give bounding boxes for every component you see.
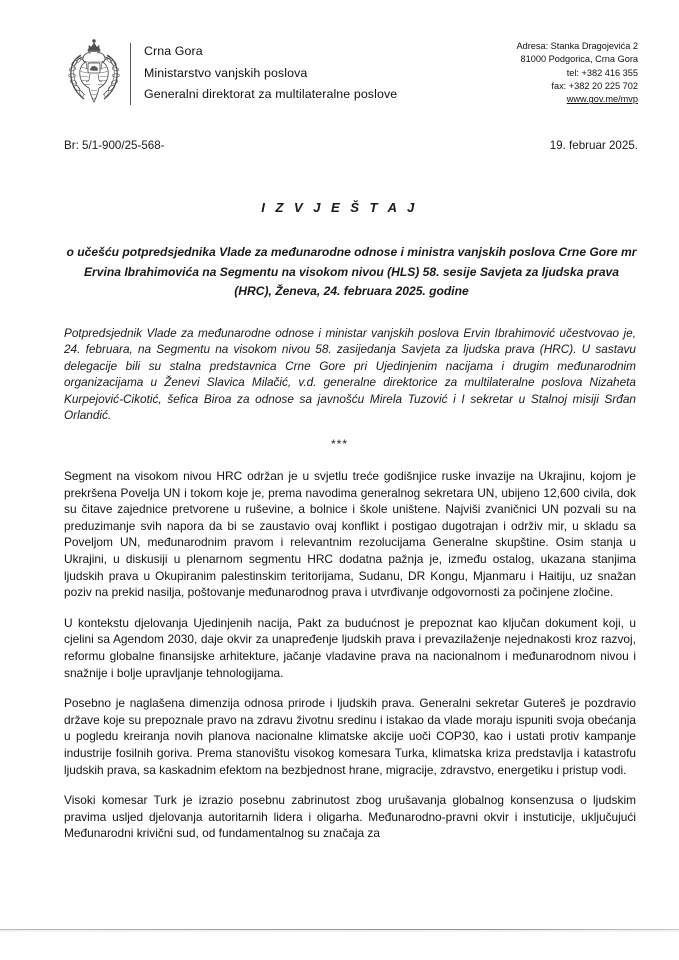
contact-address-city: 81000 Podgorica, Crna Gora [520,54,638,65]
body-paragraph: U kontekstu djelovanja Ujedinjenih nacija, Pakt za budućnost je prepoznat kao ključan dokument koji, u cjelini sa Agendom 2030, daje okvir za unapređenje ljudskih prava i prevazilaženje nejednakosti kroz razvoj, reformu globalne finansijske arhitekture, jačanje vladavine prava na nacionalnom i međunarodnom nivou i snažnije i bolje upravljanje tehnologijama. [64,615,636,680]
reference-number: Br: 5/1-900/25-568- [64,139,165,152]
organization-lines [144,38,397,106]
intro-paragraph: Potpredsjednik Vlade za međunarodne odnose i ministar vanjskih poslova Ervin Ibrahimović učestvovao je, 24. februara, na Segmentu na visokom nivou 58. zasijedanja Savjeta za ljudska prava (HRC). U sastavu delegacije bili su stalna predstavnica Crne Gore pri Ujedinjenim nacijama i drugim međunarodnim organizacijama u Ženevi Slavica Milačić, v.d. generalne direktorice za multilateralne poslova Nizaheta Kurpejović-Cikotić, šefica Biroa za odnose sa javnošću Mirela Tuzović i I sekretar u Stalnoj misiji Srđan Orlandić. [64,326,636,423]
section-separator: *** [330,437,348,451]
body-paragraph: Visoki komesar Turk je izrazio posebnu zabrinutost zbog urušavanja globalnog konsenzusa o ljudskim pravima usljed djelovanja autoritarnih lidera i oligarha. Međunarodno-pravni okvir i instuticije, uključujući Međunarodni krivični sud, od fundamentalnog su značaja za [64,793,636,841]
montenegro-coat-of-arms-icon [66,38,122,110]
document-type-heading: I Z V J E Š T A J [261,200,418,215]
letterhead-left [66,38,397,110]
org-directorate: Generalni direktorat za multilateralne poslove [144,87,398,101]
letterhead-divider [130,43,131,105]
org-ministry: Ministarstvo vanjskih poslova [144,65,308,80]
body-paragraph: Posebno je naglašena dimenzija odnosa prirode i ljudskih prava. Generalni sekretar Gutereš je pozdravio države koje su prepoznale pravo na zdravu životnu sredinu i istakao da vlade moraju ispuniti svoja obećanja u pogledu kreiranja novih planova nacionalne klimatske akcije uoči COP30, kao i ustati protiv kampanje industrije fosilnih goriva. Prema stanovištu visokog komesara Turka, klimatska kriza predstavlja i katastrofu ljudskih prava, sa kaskadnim efektom na bezbjednost hrane, migracije, zdravstvo, energetiku i pristup vodi. [64,696,636,777]
contact-block [516,40,638,106]
document-date: 19. februar 2025. [549,139,638,152]
contact-telephone: tel: +382 416 355 [566,67,638,78]
body-text [64,468,636,842]
letterhead [0,38,679,118]
document-subject-heading: o učešću potpredsjednika Vlade za međunarodne odnose i ministra vanjskih poslova Crne Gore mr Ervina Ibrahimovića na Segmentu na visokom nivou (HLS) 58. sesije Savjeta za ljudska prava (HRC), Ženeva, 24. februara 2025. godine [66,245,637,298]
contact-website-link[interactable]: www.gov.me/mvp [566,94,638,105]
reference-row [0,139,679,157]
contact-fax: fax: +382 20 225 702 [551,80,638,91]
body-paragraph: Segment na visokom nivou HRC održan je u svjetlu treće godišnjice ruske invazije na Ukrajinu, kojom je prekršena Povelja UN i tokom koje je, prema navodima generalnog sekretara UN, ubijeno 12,600 civila, dok su čitave zajednice pretvorene u ruševine, a bolnice i škole uništene. Najviši zvaničnici UN pozvali su na preduzimanje svih napora da bi se zaustavio ovaj konflikt i postigao dugotrajan i održiv mir, u skladu sa Poveljom UN, međunarodnim pravom i relevantnim rezolucijama Generalne skupštine. Osim stanja u Ukrajini, u diskusiji u plenarnom segmentu HRC dodatna pažnja je, između ostalog, ukazana stanjima ljudskih prava u Okupiranim palestinskim teritorijama, Sudanu, DR Kongu, Mjanmaru i Haitiju, uz snažan poziv na prekid nasilja, poštovanje međunarodnog prava i utvrđivanje odgovornosti za počinjene zločine. [64,469,636,600]
org-country: Crna Gora [144,44,203,58]
contact-address-street: Adresa: Stanka Dragojevića 2 [516,41,638,51]
scan-edge-shadow [0,930,679,932]
